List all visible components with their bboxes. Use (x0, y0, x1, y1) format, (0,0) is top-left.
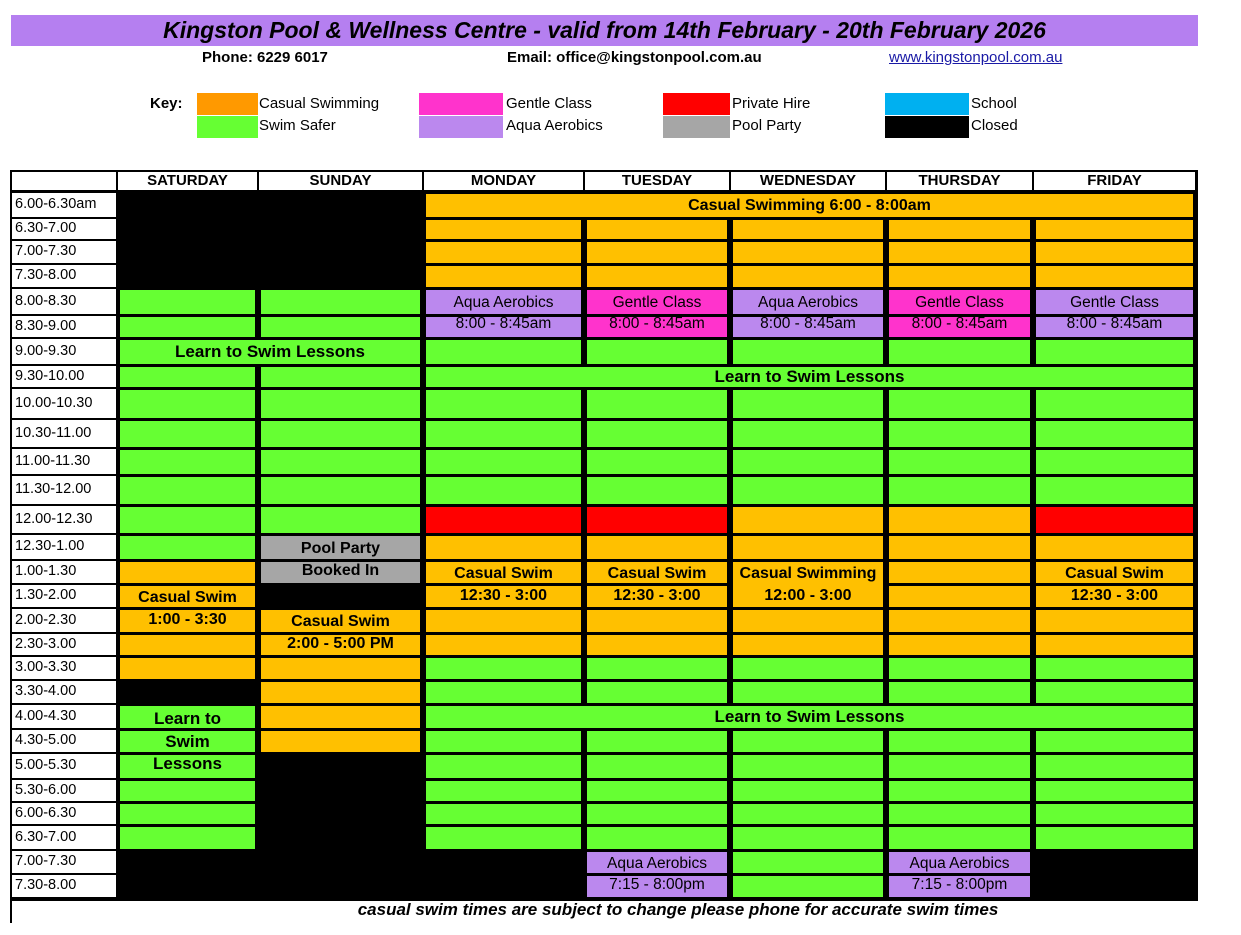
time-slot-label: 4.00-4.30 (12, 705, 116, 728)
swim-safer-cell (120, 367, 255, 387)
time-column-header (12, 172, 116, 190)
website-link[interactable]: www.kingstonpool.com.au (889, 49, 1063, 66)
day-header-tuesday: TUESDAY (585, 172, 729, 190)
swim-safer-cell (587, 682, 727, 703)
pool-party-label (258, 535, 423, 584)
time-slot-label: 7.00-7.30 (12, 241, 116, 263)
casual-swim-cell (426, 536, 581, 559)
weekday-casual-swim-label-text: 12:30 - 3:00 (613, 586, 701, 604)
casual-swim-cell (733, 266, 883, 287)
weekday-casual-swim-label-text: 12:30 - 3:00 (1070, 586, 1159, 604)
private-hire-cell (426, 507, 581, 533)
casual-swim-cell (120, 562, 255, 583)
casual-morning-label-text: Casual Swimming 6:00 - 8:00am (688, 196, 931, 214)
swim-safer-cell (426, 731, 581, 752)
aqua-aerobics-swatch (419, 116, 503, 138)
swim-safer-cell (120, 781, 255, 801)
time-slot-label: 7.00-7.30 (12, 851, 116, 873)
casual-swim-cell (1036, 220, 1193, 239)
gentle-class-label-text: Gentle Class (915, 293, 1004, 311)
swim-safer-cell (261, 450, 420, 474)
swim-safer-cell (889, 390, 1030, 418)
time-slot-label: 2.00-2.30 (12, 609, 116, 632)
gentle-class-label-text: 8:00 - 8:45am (1066, 314, 1163, 332)
swim-safer-cell (587, 450, 727, 474)
aqua-aerobics-morning-label (423, 289, 584, 338)
time-slot-label: 8.00-8.30 (12, 289, 116, 314)
key-school: School (971, 95, 1017, 112)
time-slot-label: 3.00-3.30 (12, 657, 116, 679)
swim-safer-cell (261, 390, 420, 418)
swim-safer-swatch (197, 116, 258, 138)
day-header-wednesday: WEDNESDAY (731, 172, 885, 190)
swim-safer-cell (120, 290, 255, 314)
swim-safer-cell (587, 340, 727, 364)
swim-safer-cell (261, 367, 420, 387)
swim-safer-cell (1036, 755, 1193, 778)
key-gentle-class: Gentle Class (506, 95, 592, 112)
casual-swim-cell (889, 562, 1030, 583)
time-slot-label: 9.30-10.00 (12, 366, 116, 387)
swim-safer-cell (733, 450, 883, 474)
swim-safer-cell (261, 421, 420, 447)
page-title: Kingston Pool & Wellness Centre - valid from 14th February - 20th February 2026 (11, 15, 1198, 46)
sunday-casual-swim-label-text: 2:00 - 5:00 PM (287, 634, 394, 652)
school-swatch (885, 93, 969, 115)
swim-safer-cell (120, 804, 255, 824)
swim-safer-cell (1036, 731, 1193, 752)
saturday-learn-to-swim-label-text: Learn to (153, 708, 222, 728)
casual-swim-cell (889, 586, 1030, 607)
swim-safer-cell (120, 827, 255, 849)
casual-morning-label (423, 193, 1196, 218)
time-slot-label: 6.30-7.00 (12, 219, 116, 239)
afternoon-learn-to-swim-label (423, 705, 1196, 729)
casual-swim-cell (889, 266, 1030, 287)
casual-swim-cell (587, 242, 727, 263)
weekday-casual-swim-label (423, 561, 584, 608)
time-slot-label: 5.30-6.00 (12, 780, 116, 801)
swim-safer-cell (889, 827, 1030, 849)
email-address: Email: office@kingstonpool.com.au (507, 49, 762, 66)
swim-safer-cell (587, 658, 727, 679)
swim-safer-cell (120, 477, 255, 504)
key-casual-swimming: Casual Swimming (259, 95, 380, 112)
gentle-class-label (584, 289, 730, 338)
casual-swim-cell (426, 220, 581, 239)
swim-safer-cell (261, 477, 420, 504)
casual-swim-cell (733, 242, 883, 263)
gentle-class-label-text: Gentle Class (612, 293, 702, 311)
swim-safer-cell (426, 658, 581, 679)
swim-safer-cell (889, 421, 1030, 447)
day-header-saturday: SATURDAY (118, 172, 257, 190)
evening-aqua-aerobics-label (886, 851, 1033, 898)
casual-swim-cell (733, 610, 883, 632)
time-slot-label: 12.00-12.30 (12, 506, 116, 533)
casual-swim-cell (426, 635, 581, 655)
swim-safer-cell (120, 390, 255, 418)
swim-safer-cell (889, 731, 1030, 752)
casual-swim-cell (261, 658, 420, 679)
time-slot-label: 12.30-1.00 (12, 535, 116, 559)
saturday-casual-swim-label-text: 1:00 - 3:30 (148, 611, 227, 628)
aqua-aerobics-morning-label (730, 289, 886, 338)
swim-safer-cell (261, 290, 420, 314)
gentle-class-swatch (419, 93, 503, 115)
saturday-casual-swim-label-text: Casual Swim (138, 589, 237, 607)
swim-safer-cell (426, 682, 581, 703)
day-header-thursday: THURSDAY (887, 172, 1032, 190)
swim-safer-cell (120, 507, 255, 533)
saturday-learn-to-swim-label-text: Swim (165, 731, 210, 751)
casual-swim-cell (889, 536, 1030, 559)
swim-safer-cell (426, 781, 581, 801)
pool-party-label-text: Pool Party (300, 539, 381, 557)
time-slot-label: 1.30-2.00 (12, 585, 116, 607)
swim-safer-cell (733, 827, 883, 849)
swim-safer-cell (120, 421, 255, 447)
saturday-casual-swim-label (117, 585, 258, 633)
swim-safer-cell (120, 536, 255, 559)
swim-safer-cell (426, 421, 581, 447)
time-slot-label: 6.00-6.30 (12, 803, 116, 824)
weekend-learn-to-swim-label (117, 339, 423, 365)
key-pool-party: Pool Party (732, 117, 802, 134)
swim-safer-cell (889, 755, 1030, 778)
saturday-learn-to-swim-label-text: Lessons (153, 754, 222, 774)
pool-party-swatch (663, 116, 730, 138)
weekday-casual-swim-label (1033, 561, 1196, 608)
swim-safer-cell (587, 731, 727, 752)
swim-safer-cell (426, 450, 581, 474)
swim-safer-cell (733, 781, 883, 801)
swim-safer-cell (587, 477, 727, 504)
swim-safer-cell (889, 340, 1030, 364)
swim-safer-cell (889, 682, 1030, 703)
aqua-aerobics-morning-label-text: 8:00 - 8:45am (760, 314, 856, 332)
swim-safer-cell (426, 804, 581, 824)
evening-aqua-aerobics-label-text: Aqua Aerobics (909, 854, 1010, 872)
swim-safer-cell (733, 390, 883, 418)
time-slot-label: 3.30-4.00 (12, 681, 116, 703)
casual-swim-cell (889, 242, 1030, 263)
casual-swim-cell (120, 658, 255, 679)
timetable-grid (10, 170, 1198, 901)
swim-safer-cell (1036, 827, 1193, 849)
casual-swim-cell (587, 536, 727, 559)
swim-safer-cell (733, 804, 883, 824)
time-slot-label: 11.30-12.00 (12, 476, 116, 504)
key-closed: Closed (971, 117, 1018, 134)
casual-swim-cell (261, 682, 420, 703)
casual-swim-cell (733, 220, 883, 239)
casual-swim-cell (587, 610, 727, 632)
time-slot-label: 8.30-9.00 (12, 316, 116, 337)
casual-swim-cell (1036, 635, 1193, 655)
wednesday-casual-swim-label (730, 561, 886, 608)
time-slot-label: 10.00-10.30 (12, 389, 116, 418)
swim-safer-cell (733, 755, 883, 778)
casual-swim-cell (587, 220, 727, 239)
swim-safer-cell (1036, 390, 1193, 418)
swim-safer-cell (889, 658, 1030, 679)
swim-safer-cell (587, 827, 727, 849)
swim-safer-cell (733, 852, 883, 873)
swim-safer-cell (587, 804, 727, 824)
casual-swim-cell (426, 242, 581, 263)
weekday-casual-swim-label-text: Casual Swim (607, 564, 707, 582)
time-slot-label: 6.00-6.30am (12, 193, 116, 217)
casual-swim-cell (1036, 266, 1193, 287)
gentle-class-label-text: Gentle Class (1070, 293, 1159, 311)
swim-safer-cell (1036, 804, 1193, 824)
swim-safer-cell (261, 317, 420, 337)
time-slot-label: 1.00-1.30 (12, 561, 116, 583)
time-slot-label: 9.00-9.30 (12, 339, 116, 364)
weekday-casual-swim-label-text: Casual Swim (1065, 564, 1164, 582)
swim-safer-cell (1036, 450, 1193, 474)
swim-safer-cell (426, 827, 581, 849)
swim-safer-cell (733, 421, 883, 447)
casual-swim-cell (120, 635, 255, 655)
evening-aqua-aerobics-label-text: 7:15 - 8:00pm (609, 875, 705, 893)
key-aqua-aerobics: Aqua Aerobics (506, 117, 603, 134)
weekday-casual-swim-label-text: Casual Swim (454, 564, 553, 582)
casual-swim-cell (261, 731, 420, 752)
aqua-aerobics-morning-label-text: Aqua Aerobics (758, 293, 858, 311)
casual-swim-cell (889, 220, 1030, 239)
time-slot-label: 6.30-7.00 (12, 826, 116, 849)
casual-swim-cell (733, 635, 883, 655)
casual-swim-cell (1036, 536, 1193, 559)
phone-number: Phone: 6229 6017 (202, 49, 328, 66)
swim-safer-cell (733, 876, 883, 897)
weekday-learn-to-swim-label (423, 366, 1196, 388)
sunday-casual-swim-label-text: Casual Swim (291, 612, 390, 630)
wednesday-casual-swim-label-text: Casual Swimming (739, 564, 877, 582)
swim-safer-cell (1036, 682, 1193, 703)
gentle-class-label (1033, 289, 1196, 338)
swim-safer-cell (120, 317, 255, 337)
swim-safer-cell (733, 731, 883, 752)
time-slot-label: 10.30-11.00 (12, 420, 116, 447)
swim-safer-cell (733, 340, 883, 364)
casual-swim-cell (733, 507, 883, 533)
swim-safer-cell (1036, 477, 1193, 504)
swim-safer-cell (120, 450, 255, 474)
aqua-aerobics-morning-label-text: 8:00 - 8:45am (455, 314, 552, 332)
key-label: Key: (150, 95, 183, 112)
casual-swim-cell (587, 266, 727, 287)
swim-safer-cell (261, 507, 420, 533)
swim-safer-cell (733, 477, 883, 504)
swim-safer-cell (426, 340, 581, 364)
time-slot-label: 2.30-3.00 (12, 634, 116, 655)
swim-safer-cell (426, 755, 581, 778)
swim-safer-cell (426, 477, 581, 504)
evening-aqua-aerobics-label-text: Aqua Aerobics (607, 854, 707, 872)
casual-swim-cell (426, 610, 581, 632)
evening-aqua-aerobics-label-text: 7:15 - 8:00pm (911, 875, 1008, 893)
swim-safer-cell (587, 781, 727, 801)
time-slot-label: 7.30-8.00 (12, 265, 116, 287)
casual-swim-cell (1036, 242, 1193, 263)
swim-safer-cell (889, 477, 1030, 504)
casual-swim-cell (261, 706, 420, 728)
private-hire-cell (587, 507, 727, 533)
casual-swim-cell (889, 635, 1030, 655)
key-private-hire: Private Hire (732, 95, 811, 112)
day-header-monday: MONDAY (424, 172, 583, 190)
time-slot-label: 5.00-5.30 (12, 754, 116, 778)
timetable-note: casual swim times are subject to change please phone for accurate swim times (357, 900, 999, 919)
time-slot-label: 7.30-8.00 (12, 875, 116, 897)
aqua-aerobics-morning-label-text: Aqua Aerobics (453, 293, 554, 311)
swim-safer-cell (587, 755, 727, 778)
time-slot-label: 11.00-11.30 (12, 449, 116, 474)
swim-safer-cell (426, 390, 581, 418)
casual-swim-cell (426, 266, 581, 287)
wednesday-casual-swim-label-text: 12:00 - 3:00 (764, 586, 852, 604)
weekend-learn-to-swim-label-text: Learn to Swim Lessons (175, 341, 365, 361)
weekday-learn-to-swim-label-text: Learn to Swim Lessons (714, 366, 905, 386)
saturday-learn-to-swim-label (117, 705, 258, 779)
casual-swim-cell (733, 536, 883, 559)
swim-safer-cell (587, 390, 727, 418)
swim-safer-cell (889, 804, 1030, 824)
swim-safer-cell (1036, 781, 1193, 801)
swim-safer-cell (733, 658, 883, 679)
swim-safer-cell (889, 450, 1030, 474)
casual-swim-cell (889, 507, 1030, 533)
swim-safer-cell (889, 781, 1030, 801)
swim-safer-cell (1036, 340, 1193, 364)
gentle-class-label-text: 8:00 - 8:45am (609, 314, 705, 332)
gentle-class-label-text: 8:00 - 8:45am (911, 314, 1008, 332)
casual-swim-cell (889, 610, 1030, 632)
private-hire-swatch (663, 93, 730, 115)
casual-swim-cell (587, 635, 727, 655)
weekday-casual-swim-label (584, 561, 730, 608)
evening-aqua-aerobics-label (584, 851, 730, 898)
swim-safer-cell (587, 421, 727, 447)
day-header-friday: FRIDAY (1034, 172, 1195, 190)
sunday-casual-swim-label (258, 609, 423, 656)
weekday-casual-swim-label-text: 12:30 - 3:00 (459, 586, 548, 604)
day-header-sunday: SUNDAY (259, 172, 422, 190)
time-slot-label: 4.30-5.00 (12, 730, 116, 752)
pool-party-label-text: Booked In (301, 561, 380, 579)
casual-swim-cell (1036, 610, 1193, 632)
swim-safer-cell (733, 682, 883, 703)
private-hire-cell (1036, 507, 1193, 533)
swim-safer-cell (1036, 421, 1193, 447)
afternoon-learn-to-swim-label-text: Learn to Swim Lessons (714, 706, 905, 726)
key-swim-safer: Swim Safer (259, 117, 336, 134)
casual-swimming-swatch (197, 93, 258, 115)
closed-swatch (885, 116, 969, 138)
swim-safer-cell (1036, 658, 1193, 679)
gentle-class-label (886, 289, 1033, 338)
